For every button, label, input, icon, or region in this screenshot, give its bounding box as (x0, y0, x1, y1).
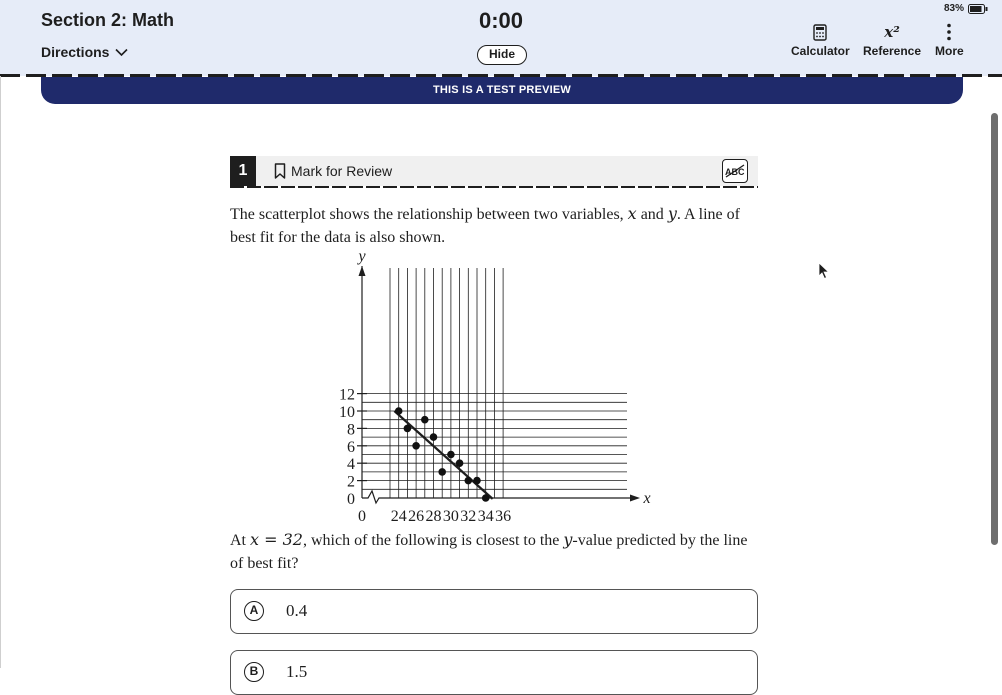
chevron-down-icon (115, 48, 128, 57)
y-tick-label: 2 (347, 473, 355, 491)
x-tick-label: 26 (408, 508, 425, 525)
answer-eliminator-button[interactable] (722, 159, 748, 183)
data-point (430, 433, 438, 441)
abc-icon-text: ABC (725, 167, 745, 177)
data-point (412, 442, 420, 450)
x-axis-arrow (630, 495, 640, 502)
data-point (421, 416, 429, 424)
y-axis-arrow (359, 266, 366, 276)
data-point (482, 494, 490, 502)
choice-text-a: 0.4 (286, 601, 308, 620)
best-fit-line-group (394, 411, 492, 499)
data-point (465, 477, 473, 485)
x-tick-label: 30 (442, 508, 459, 525)
y-tick-label: 8 (347, 421, 355, 439)
var-x: x (627, 204, 637, 223)
question-text-2: , which of the following is closest to the (302, 532, 564, 549)
directions-toggle[interactable] (41, 44, 128, 60)
question-text (230, 528, 750, 575)
data-point (438, 468, 446, 476)
answer-choice-b[interactable] (230, 650, 758, 695)
choice-letter-b: B (244, 662, 264, 682)
question-text-1: At (230, 532, 250, 549)
choice-letter-a: A (244, 601, 264, 621)
question-y-var: y (563, 530, 573, 549)
calculator-button[interactable] (791, 22, 850, 58)
question-text-3: -value predicted by the line of best fit? (230, 532, 748, 572)
y-tick-label: 12 (339, 386, 355, 404)
formula-icon: x² (884, 23, 900, 41)
calculator-icon (813, 24, 827, 41)
test-preview-banner: THIS IS A TEST PREVIEW (41, 77, 963, 104)
battery-status (944, 3, 988, 14)
prompt-text-2: . A line of best fit for the data is also shown. (230, 206, 740, 246)
reference-button[interactable] (863, 22, 921, 58)
x-tick-label: 0 (358, 508, 366, 525)
question-divider (230, 186, 758, 188)
data-point (404, 425, 412, 433)
calculator-label: Calculator (791, 44, 850, 58)
reference-label: Reference (863, 44, 922, 58)
left-edge-divider (0, 76, 1, 668)
x-tick-label: 36 (495, 508, 512, 525)
question-expression: x = 32 (250, 530, 303, 549)
timer: 0:00 (478, 8, 524, 33)
section-title: Section 2: Math (41, 10, 175, 30)
mouse-cursor-icon (818, 262, 830, 280)
directions-label: Directions (41, 44, 110, 60)
choice-text-b: 1.5 (286, 662, 308, 681)
mark-for-review-label: Mark for Review (291, 163, 393, 179)
prompt-text-1: The scatterplot shows the relationship between two variables, (230, 206, 628, 223)
scrollbar-thumb[interactable] (991, 113, 998, 545)
x-tick-label: 24 (390, 508, 407, 525)
x-tick-label: 32 (460, 508, 477, 525)
best-fit-line (394, 411, 492, 499)
answer-choice-a[interactable] (230, 589, 758, 634)
y-tick-label: 10 (339, 404, 355, 421)
scatterplot (325, 248, 665, 526)
var-y: y (667, 204, 677, 223)
grid-lines (362, 268, 627, 498)
question-prompt (230, 202, 750, 249)
data-point (395, 407, 403, 415)
abc-strikethrough-icon (724, 163, 746, 179)
prompt-and: and (636, 206, 668, 223)
y-tick-label: 0 (347, 491, 355, 508)
axes (357, 266, 640, 503)
hide-timer-button[interactable]: Hide (477, 45, 527, 65)
bookmark-icon (274, 163, 286, 179)
x-tick-label: 34 (477, 508, 494, 525)
more-vertical-icon (946, 23, 952, 41)
y-tick-label: 4 (347, 456, 355, 474)
mark-for-review-button[interactable] (274, 163, 392, 179)
data-point (456, 459, 464, 467)
battery-percent: 83% (943, 3, 964, 14)
more-label: More (935, 44, 964, 58)
data-point (447, 451, 455, 459)
more-button[interactable] (935, 22, 964, 58)
x-axis-label: x (643, 490, 651, 507)
question-number: 1 (230, 156, 256, 186)
y-tick-label: 6 (347, 438, 355, 456)
y-axis-label: y (358, 248, 366, 265)
x-axis-line-with-break (362, 491, 632, 503)
data-point (473, 477, 481, 485)
x-tick-label: 28 (425, 508, 442, 525)
battery-icon (968, 4, 988, 14)
